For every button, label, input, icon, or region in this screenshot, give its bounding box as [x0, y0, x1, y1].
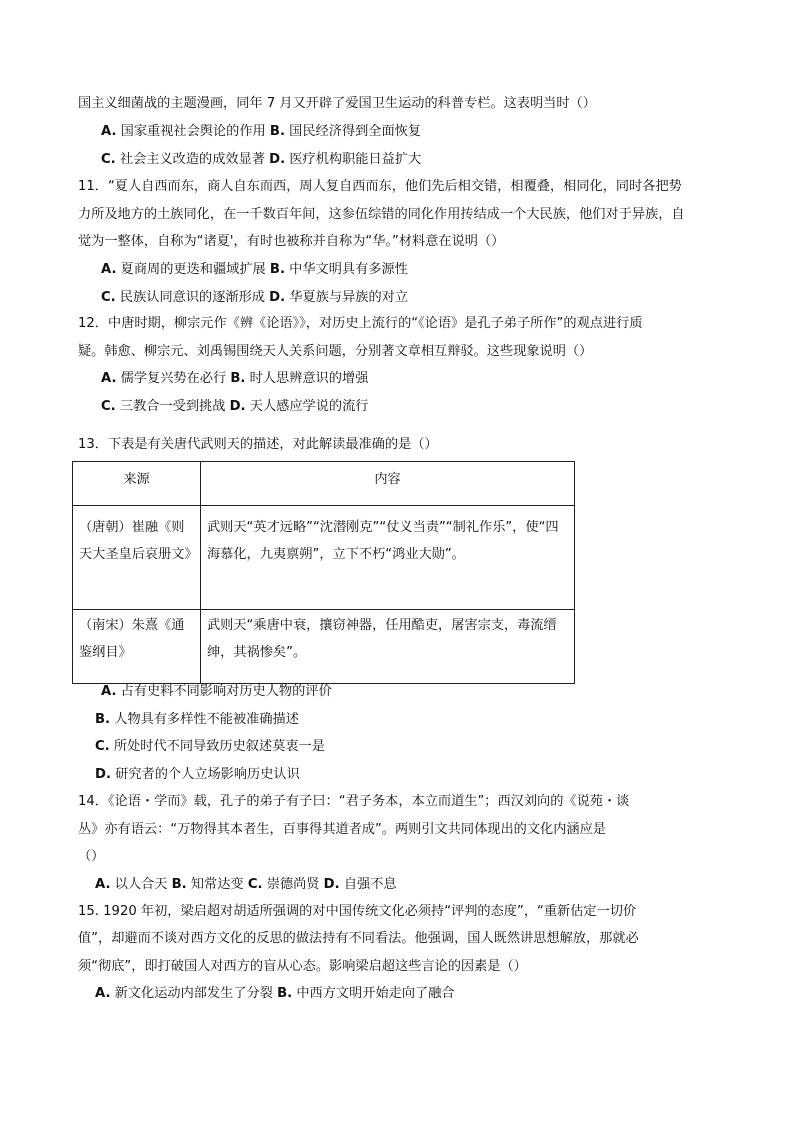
q15-options-line1: [95, 985, 455, 1003]
q10-options-line1: [101, 123, 421, 141]
q11-stem-line3: 觉为一整体，自称为“诸夏'，有时也被称并自称为“华。”材料意在说明（）: [78, 234, 505, 249]
q13-option-a: A. 占有史料不同影响对历史人物的评价: [101, 684, 332, 699]
table-row: [73, 610, 575, 684]
option-a-label: A.: [95, 986, 111, 1001]
option-b-text: 中西方文明开始走向了融合: [292, 986, 455, 1001]
source-table: [72, 461, 575, 684]
table-row: [73, 506, 575, 610]
table-header-row: [73, 462, 575, 506]
option-b-text: 国民经济得到全面恢复: [284, 124, 422, 139]
option-c-label: C.: [101, 399, 116, 414]
option-c-text: 民族认同意识的逐渐形成: [115, 290, 270, 305]
option-d-text: 华夏族与异族的对立: [285, 290, 409, 305]
table-header-source: 来源: [73, 462, 201, 506]
table-cell-source: （南宋）朱熹《通鉴纲目》: [73, 610, 201, 684]
option-d-label: D.: [269, 152, 286, 167]
q13-stem-line: 13．下表是有关唐代武则天的描述，对此解读最准确的是（）: [78, 437, 438, 452]
option-b-label: B.: [269, 262, 285, 277]
option-a-label: A.: [101, 371, 117, 386]
option-a-text: 儒学复兴势在必行: [116, 371, 231, 386]
option-d-label: D.: [229, 399, 246, 414]
q11-options-line2: [101, 289, 408, 307]
table-cell-content: 武则天“英才远略”“沈潜刚克”“仗义当责”“制礼作乐”，使“四海慕化，九夷禀朔”，立下不朽“鸿业大勋”。: [201, 506, 575, 610]
option-b-text: 中华文明具有多源性: [284, 262, 408, 277]
option-a-text: 夏商周的更迭和疆域扩展: [116, 262, 270, 277]
q14-stem-line1: 14．《论语・学而》载，孔子的弟子有子曰：“君子务本，本立而道生”；西汉刘向的《说苑・谈: [78, 794, 630, 809]
option-b-label: B.: [230, 371, 246, 386]
q12-options-line1: [101, 370, 368, 388]
q12-options-line2: [101, 398, 368, 416]
option-c-text: 社会主义改造的成效显著: [115, 152, 270, 167]
q15-stem-line3: 须“彻底”，即打破国人对西方的盲从心态。影响梁启超这些言论的因素是（）: [78, 959, 527, 974]
option-a-label: A.: [101, 124, 117, 139]
option-d-label: D.: [269, 290, 286, 305]
q13-option-b: B. 人物具有多样性不能被准确描述: [95, 712, 299, 727]
option-a-label: A.: [101, 262, 117, 277]
q11-options-line1: [101, 261, 408, 279]
option-c-text: 三教合一受到挑战: [115, 399, 230, 414]
option-c-label: C.: [101, 290, 116, 305]
option-a-text: 国家重视社会舆论的作用: [116, 124, 270, 139]
table-cell-content: 武则天“乘唐中衰，攘窃神器，任用酷吏，屠害宗支，毒流缙绅，其祸惨矣”。: [201, 610, 575, 684]
option-b-text: 时人思辨意识的增强: [245, 371, 369, 386]
table-header-content: 内容: [201, 462, 575, 506]
q14-stem-line3: （）: [78, 849, 105, 864]
q11-stem-line2: 力所及地方的土族同化，在一千数百年间，这参伍综错的同化作用抟结成一个大民族，他们对于异族，自: [78, 207, 685, 222]
q12-stem-line1: 12．中唐时期，柳宗元作《辨《论语》》，对历史上流行的“《论语》是孔子弟子所作”的观点进行质: [78, 316, 643, 331]
option-c-label: C.: [101, 152, 116, 167]
q10-options-line2: [101, 151, 421, 169]
q14-stem-line2: 丛》亦有语云：“万物得其本者生，百事得其道者成”。两则引文共同体现出的文化内涵应是: [78, 822, 606, 837]
table-cell-source: （唐朝）崔融《则天大圣皇后哀册文》: [73, 506, 201, 610]
q12-stem-line2: 疑。韩愈、柳宗元、刘禹锡围绕天人关系问题，分别著文章相互辩驳。这些现象说明（）: [78, 344, 593, 359]
option-d-text: 医疗机构职能日益扩大: [285, 152, 422, 167]
q15-stem-line1: 15. 1920 年初，梁启超对胡适所强调的对中国传统文化必须持“评判的态度”，“重新估定一切价: [78, 904, 637, 919]
q14-options-line: A. 以人合天 B. 知常达变 C. 崇德尚贤 D. 自强不息: [95, 877, 397, 892]
option-b-label: B.: [277, 986, 293, 1001]
q10-stem-line: 国主义细菌战的主题漫画，同年 7 月又开辟了爱国卫生运动的科普专栏。这表明当时（）: [78, 96, 596, 111]
option-b-label: B.: [269, 124, 285, 139]
option-d-text: 天人感应学说的流行: [245, 399, 369, 414]
q15-stem-line2: 值”，却避而不谈对西方文化的反思的做法持有不同看法。他强调，国人既然讲思想解放，那就必: [78, 931, 639, 946]
q11-stem-line1: 11．“夏人自西而东，商人自东而西，周人复自西而东，他们先后相交错，相覆叠，相同化，同时各把势: [78, 179, 682, 194]
q13-option-c: C. 所处时代不同导致历史叙述莫衷一是: [95, 739, 325, 754]
q13-option-d: D. 研究者的个人立场影响历史认识: [95, 767, 300, 782]
option-a-text: 新文化运动内部发生了分裂: [110, 986, 278, 1001]
